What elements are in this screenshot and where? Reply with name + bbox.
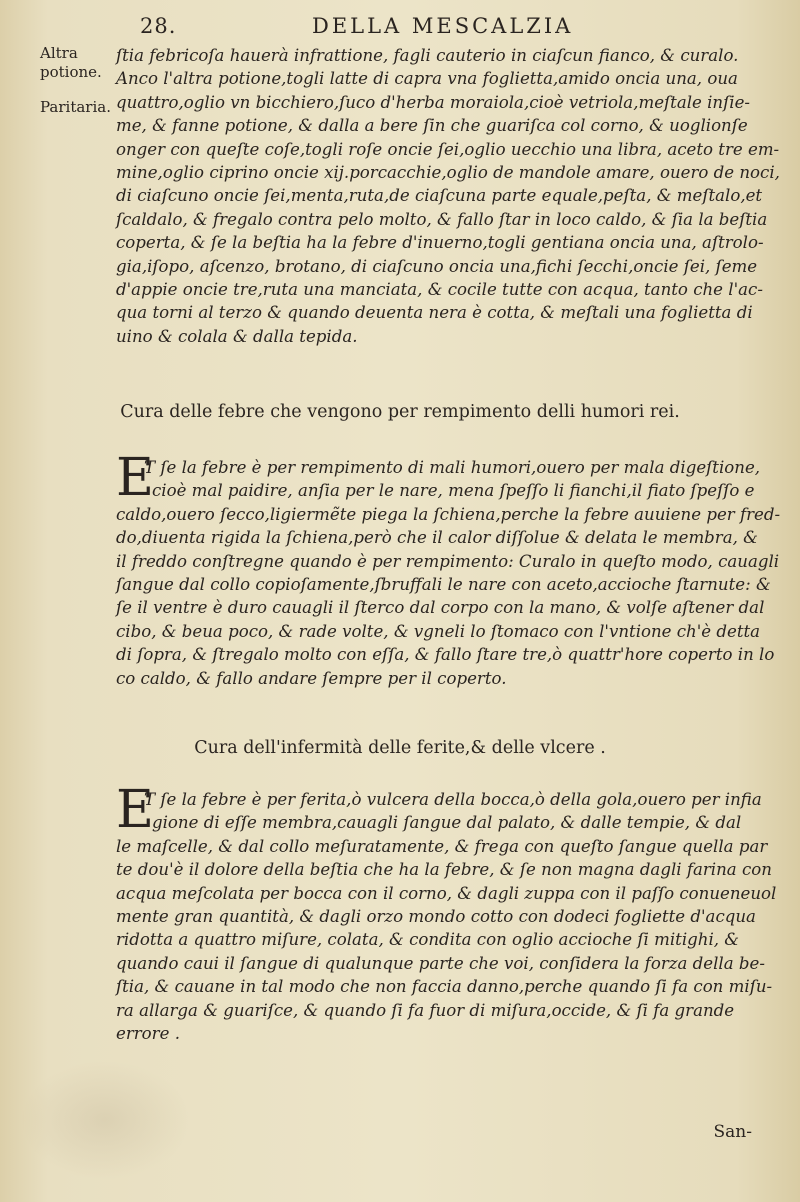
margin-note: Paritaria.	[40, 98, 111, 116]
text-line: ra allarga & guariſce, & quando ſi fa fuor di miſura,occide, & ſi fa grande	[116, 1000, 735, 1020]
text-line: quando caui il ſangue di qualunque parte che voi, conſidera la forza della be-	[116, 953, 765, 973]
text-line: T ſe la febre è per rempimento di mali humori,ouero per mala digeſtione,	[144, 458, 761, 477]
text-line: ſtia febricoſa hauerà infrattione, fagli cauterio in ciaſcun fianco, & curalo.	[116, 46, 739, 65]
text-line: mine,oglio ciprino oncie xij.porcacchie,oglio de mandole amare, ouero de noci,	[116, 162, 780, 182]
text-line: me, & fanne potione, & dalla a bere ſin che guariſca col corno, & uoglionſe	[116, 116, 748, 136]
text-line: di ſopra, & ſtregalo molto con eſſa, & fallo ſtare tre,ò quattr'hore coperto in lo	[116, 645, 775, 665]
drop-cap: E	[116, 448, 154, 508]
catchword: San-	[713, 1122, 752, 1142]
drop-cap: E	[116, 780, 154, 840]
text-line: gia,iſopo, aſcenzo, brotano, di ciaſcuno oncia una,fichi ſecchi,oncie ſei, ſeme	[116, 256, 758, 276]
text-line: qua torni al terzo & quando deuenta nera è cotta, & meſtali una foglietta di	[116, 303, 753, 323]
text-line: caldo,ouero ſecco,ligiermẽte piega la ſchiena,perche la febre auuiene per fred-	[116, 504, 781, 524]
text-line: do,diuenta rigida la ſchiena,però che il calor diſſolue & delata le membra, &	[116, 528, 758, 548]
text-line: ridotta a quattro miſure, colata, & condita con oglio accioche ſi mitighi, &	[116, 930, 740, 950]
text-line: cioè mal paidire, anſia per le nare, mena ſpeſſo li fianchi,il fiato ſpeſſo e	[152, 481, 755, 501]
text-line: ſtia, & cauane in tal modo che non faccia danno,perche quando ſi fa con miſu-	[116, 977, 773, 997]
text-line: Anco l'altra potione,togli latte di capra vna foglietta,amido oncia una, oua	[116, 69, 738, 89]
text-line: ſangue dal collo copioſamente,ſbruffali le nare con aceto,accioche ſtarnute: &	[116, 574, 771, 594]
page-header	[0, 14, 800, 44]
text-line: uino & colala & dalla tepida.	[116, 326, 358, 346]
section-1-text	[116, 44, 784, 348]
paper-stain	[20, 1060, 190, 1180]
section-heading: Cura delle febre che vengono per rempimento delli humori rei.	[120, 402, 680, 422]
margin-note: Altra potione.	[40, 44, 102, 81]
text-line: te dou'è il dolore della beſtia che ha la febre, & ſe non magna dagli farina con	[116, 860, 772, 880]
text-line: le maſcelle, & dal collo meſuratamente, & frega con queſto ſangue quella par	[116, 836, 768, 856]
text-line: ſe il ventre è duro cauagli il ſterco dal corpo con la mano, & volſe aſtener dal	[116, 598, 765, 618]
text-line: errore .	[116, 1023, 180, 1043]
margin-notes	[40, 44, 110, 133]
section-heading: Cura dell'infermità delle ferite,& delle vlcere .	[194, 738, 606, 758]
text-line: onger con queſte coſe,togli roſe oncie ſei,oglio uecchio una libra, aceto tre em-	[116, 139, 780, 159]
text-line: d'appie oncie tre,ruta una manciata, & cocile tutte con acqua, tanto che l'ac-	[116, 279, 763, 299]
text-line: cibo, & beua poco, & rade volte, & vgneli lo ſtomaco con l'vntione ch'è detta	[116, 621, 761, 641]
text-line: mente gran quantità, & dagli orzo mondo cotto con dodeci fogliette d'acqua	[116, 906, 756, 926]
text-line: gione di eſſe membra,cauagli ſangue dal palato, & dalle tempie, & dal	[152, 813, 742, 833]
text-line: ſcaldalo, & fregalo contra pelo molto, & fallo ſtar in loco caldo, & ſia la beſtia	[116, 209, 768, 229]
text-line: co caldo, & fallo andare ſempre per il coperto.	[116, 668, 507, 688]
text-line: quattro,oglio vn bicchiero,ſuco d'herba moraiola,cioè vetriola,meſtale inſie-	[116, 92, 750, 112]
text-line: di ciaſcuno oncie ſei,menta,ruta,de ciaſcuna parte equale,peſta, & meſtalo,et	[116, 186, 763, 206]
text-line: il freddo conſtregne quando è per rempimento: Curalo in queſto modo, cauagli	[116, 551, 780, 571]
page-number: 28.	[140, 14, 177, 38]
text-line: acqua meſcolata per bocca con il corno, & dagli zuppa con il paſſo conueneuol	[116, 883, 777, 903]
section-2-text	[116, 456, 784, 690]
text-line: T ſe la febre è per ferita,ò vulcera della bocca,ò della gola,ouero per infia	[144, 790, 762, 809]
text-line: coperta, & ſe la beſtia ha la febre d'inuerno,togli gentiana oncia una, aſtrolo-	[116, 233, 764, 253]
running-title: DELLA MESCALZIA	[312, 14, 574, 38]
section-3-text	[116, 788, 784, 1045]
